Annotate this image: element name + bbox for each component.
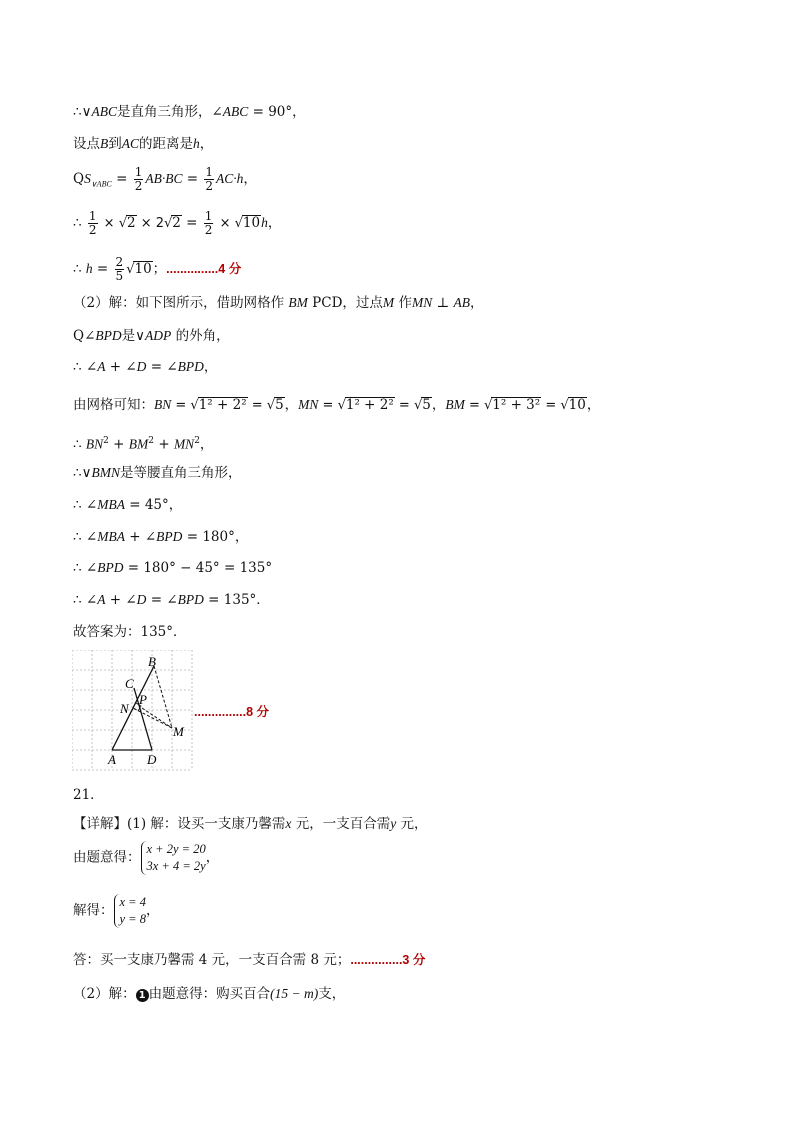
text: BMN <box>91 465 120 480</box>
text: ， <box>586 397 601 413</box>
radicand: 10 <box>134 261 152 277</box>
text: √ <box>126 262 135 277</box>
text: ∴ <box>73 215 86 231</box>
text: h <box>85 261 93 276</box>
line-1 <box>73 103 306 121</box>
score-mark: ...............8 分 <box>194 705 270 719</box>
text: ADP <box>145 328 172 343</box>
text: ， <box>199 136 214 152</box>
text: 到 <box>108 136 122 152</box>
text: = √ <box>541 398 569 413</box>
score-mark: ...............4 分 <box>166 262 242 276</box>
line-15 <box>73 591 270 609</box>
radicand: 5 <box>275 397 284 413</box>
text: ∴∨ <box>73 465 92 481</box>
denominator: 5 <box>115 269 124 283</box>
text: = √ <box>318 398 346 413</box>
text: 的外角， <box>171 328 230 344</box>
text: = 90°， <box>248 104 306 120</box>
label-B: B <box>148 654 156 669</box>
label-C: C <box>125 676 134 691</box>
radicand: 2 <box>172 215 181 231</box>
fraction <box>204 166 214 193</box>
text: AB·BC <box>145 171 183 186</box>
text: MN <box>298 397 319 412</box>
text: BPD <box>156 529 183 544</box>
text: × 2√ <box>136 216 173 231</box>
text: ABC <box>91 104 117 119</box>
numerator: 1 <box>134 165 143 179</box>
fraction <box>115 256 125 283</box>
text: ∨ABC <box>90 179 112 189</box>
text: ， <box>267 215 282 231</box>
text: BM <box>128 436 149 452</box>
text: 是∨ <box>121 328 146 344</box>
text: ， <box>203 359 218 375</box>
equation: x + 2y = 20 <box>146 842 206 856</box>
text: = <box>92 261 113 277</box>
line-16 <box>73 623 187 641</box>
text: = √ <box>171 398 199 413</box>
numerator: 1 <box>205 165 214 179</box>
text: ∴ ∠ <box>73 592 98 608</box>
text: = <box>182 171 203 187</box>
text: ABC <box>222 104 249 119</box>
line-8 <box>73 358 217 376</box>
line-3 <box>73 166 257 194</box>
text: ∴ ∠ <box>73 497 98 513</box>
text: BN <box>154 397 172 412</box>
text: MBA <box>97 497 125 512</box>
text: AB <box>453 295 470 310</box>
numerator: 1 <box>88 209 97 223</box>
line-13 <box>73 528 248 546</box>
line-10 <box>73 432 213 454</box>
line-14 <box>73 559 272 577</box>
label-M: M <box>173 724 184 739</box>
label-P: P <box>139 692 147 707</box>
text: （2）解：如下图所示，借助网格作 <box>73 295 289 311</box>
line-17 <box>73 786 104 804</box>
superscript: 2 <box>148 436 155 446</box>
text: 的距离是 <box>139 136 194 152</box>
denominator: 2 <box>204 223 213 237</box>
numerator: 2 <box>115 255 124 269</box>
text: + ∠ <box>105 592 137 608</box>
text: MN <box>173 436 195 452</box>
radicand: 2 <box>126 215 136 231</box>
text: = 135°． <box>203 592 270 608</box>
text: = 180°， <box>182 529 249 545</box>
text: PCD，过点 <box>307 295 383 311</box>
text: BPD <box>97 560 124 575</box>
superscript: 2 <box>194 436 200 446</box>
text: Q∠ <box>73 328 96 344</box>
text: + ∠ <box>105 359 137 375</box>
text: ， <box>205 849 220 866</box>
text: BPD <box>95 328 122 343</box>
text: + <box>108 436 129 453</box>
radicand: 10 <box>568 397 586 413</box>
line-11 <box>73 464 241 482</box>
equation-system <box>114 894 146 928</box>
line-4 <box>73 210 281 237</box>
text: 由题意得： <box>73 849 141 866</box>
radicand: 1² + 2² <box>345 397 394 413</box>
text: ； <box>152 261 167 277</box>
text: = √ <box>247 398 276 413</box>
text: 是等腰直角三角形， <box>119 465 242 481</box>
line-19 <box>73 841 219 875</box>
label-D: D <box>147 752 157 767</box>
grid-figure <box>72 650 287 772</box>
text: 作 <box>394 295 412 311</box>
text: BN <box>85 436 104 452</box>
fraction <box>88 210 98 237</box>
text: ， <box>199 436 214 453</box>
text: (15 − m) <box>270 986 319 1001</box>
text: ⊥ <box>432 295 454 311</box>
text: = √ <box>464 398 493 413</box>
text: y <box>390 816 397 831</box>
line-22 <box>73 985 345 1003</box>
line-2 <box>73 135 213 153</box>
line-20 <box>73 894 159 928</box>
equation: 3x + 4 = 2y <box>146 859 206 873</box>
text: ∴∨ <box>73 104 92 120</box>
text: ∴ ∠ <box>73 560 98 576</box>
equation-system <box>141 841 206 875</box>
text: BM <box>445 397 465 412</box>
text: ， <box>145 902 160 919</box>
text: ， <box>470 295 484 311</box>
line-5 <box>73 256 241 283</box>
text: BPD <box>177 359 204 374</box>
denominator: 2 <box>88 223 97 237</box>
text: S <box>84 171 91 186</box>
text: 设点 <box>73 136 100 152</box>
text: = √ <box>394 398 423 413</box>
line-6 <box>73 294 484 312</box>
fraction <box>134 166 144 193</box>
text: 故答案为：135°． <box>73 624 187 640</box>
line-18 <box>73 815 428 833</box>
text: = <box>181 215 202 231</box>
radicand: 5 <box>422 397 431 413</box>
text: = 180° − 45° = 135° <box>123 560 273 576</box>
text: x <box>285 816 292 831</box>
text: ∴ ∠ <box>73 359 98 375</box>
text: × √ <box>99 216 127 231</box>
text: ， <box>243 171 257 187</box>
text: BM <box>288 295 308 310</box>
text: 元， <box>396 816 428 832</box>
text: A <box>97 592 106 607</box>
text: 元，一支百合需 <box>291 816 391 832</box>
text: ∴ <box>73 436 86 453</box>
text: h <box>261 215 268 230</box>
text: B <box>100 136 109 151</box>
text: （2）解： <box>73 986 136 1002</box>
radicand: 10 <box>242 215 261 231</box>
equation: x = 4 <box>119 895 146 909</box>
label-A: A <box>108 752 116 767</box>
text: D <box>136 592 147 607</box>
line-7 <box>73 327 230 345</box>
text: h <box>193 136 200 151</box>
text: Q <box>73 171 85 187</box>
text: 是直角三角形，∠ <box>116 104 223 120</box>
text: D <box>136 359 147 374</box>
numerator: 1 <box>204 209 213 223</box>
text: 由网格可知： <box>73 397 154 413</box>
text: = ∠ <box>146 359 178 375</box>
text: AC <box>121 136 140 151</box>
text: = <box>111 171 132 187</box>
equation: y = 8 <box>119 912 146 926</box>
text: ∴ ∠ <box>73 529 98 545</box>
line-12 <box>73 496 182 514</box>
text: BPD <box>177 592 204 607</box>
text: M <box>382 295 395 310</box>
text: + <box>154 436 174 453</box>
question-number: 21． <box>73 787 104 803</box>
fraction <box>204 210 214 237</box>
text: ， <box>431 397 446 413</box>
score-mark: ...............3 分 <box>350 953 426 967</box>
text: AC·h <box>216 171 244 186</box>
text: + ∠ <box>124 529 157 545</box>
text: A <box>97 359 106 374</box>
segment-BM <box>154 666 172 728</box>
segment-MN <box>133 708 172 728</box>
text: = 45°， <box>124 497 183 513</box>
text: ， <box>284 397 299 413</box>
text: 【详解】(1) 解：设买一支康乃馨需 <box>73 816 286 832</box>
label-N: N <box>120 701 129 716</box>
circled-number: 1 <box>136 989 149 1002</box>
text: 答：买一支康乃馨需 4 元，一支百合需 8 元； <box>73 952 351 968</box>
text: 支， <box>318 986 346 1002</box>
text: MBA <box>97 529 125 544</box>
line-9 <box>73 396 600 415</box>
text: × √ <box>215 216 243 231</box>
radicand: 1² + 3² <box>492 397 541 413</box>
radicand: 1² + 2² <box>198 397 247 413</box>
text: 解得： <box>73 902 114 919</box>
text: 由题意得：购买百合 <box>148 986 271 1002</box>
superscript: 2 <box>103 436 109 446</box>
text: ∴ <box>73 261 86 277</box>
denominator: 2 <box>205 179 214 193</box>
text: = ∠ <box>146 592 178 608</box>
line-21 <box>73 951 425 969</box>
denominator: 2 <box>134 179 143 193</box>
text: MN <box>411 295 433 310</box>
